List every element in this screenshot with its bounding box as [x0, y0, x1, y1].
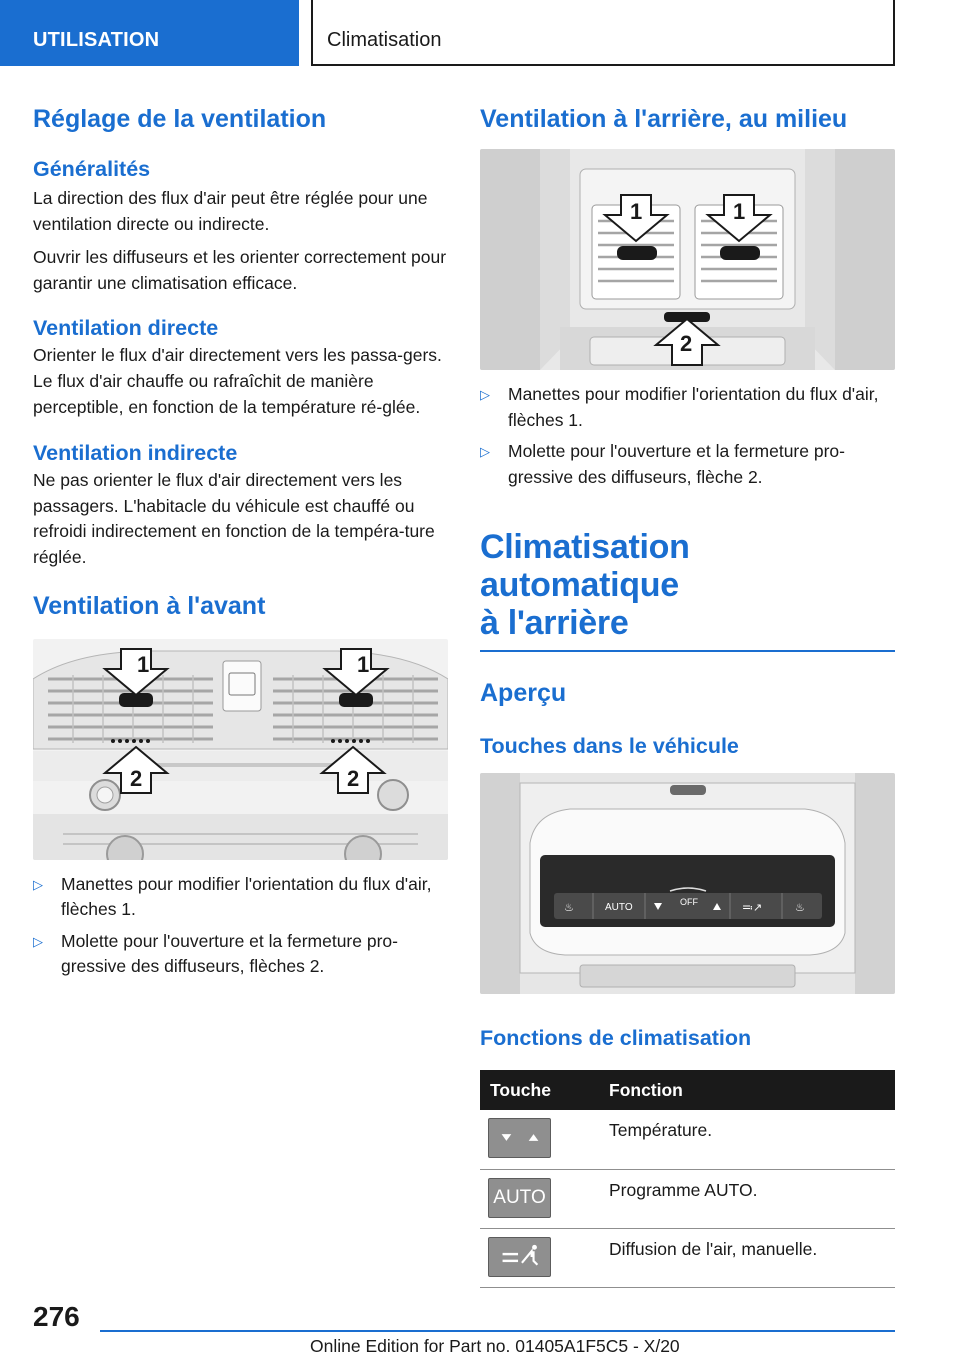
- front-vents-illustration: [33, 639, 448, 860]
- edition-text: Online Edition for Part no. 01405A1F5C5 - X/20: [310, 1336, 680, 1356]
- list-item: ▷ Manettes pour modifier l'orientation du flux d'air, flèches 1.: [480, 384, 879, 430]
- footer-rule: [100, 1330, 895, 1332]
- heading-underline: [480, 650, 895, 652]
- section-title: UTILISATION: [33, 29, 160, 51]
- rear-control-panel-figure: [480, 773, 895, 994]
- heading-reglage: Réglage de la ventilation: [33, 105, 327, 133]
- heading-ventilation-arriere-milieu: Ventilation à l'arrière, au milieu: [480, 105, 848, 133]
- heading-generalites: Généralités: [33, 157, 151, 181]
- section-tab: [0, 0, 299, 66]
- svg-text:♨: ♨: [564, 902, 574, 915]
- list-item: ▷ Molette pour l'ouverture et la fermeture pro-gressive des diffuseurs, flèche 2.: [480, 441, 845, 487]
- table-row: [480, 1169, 895, 1228]
- callout-1-right: 1: [733, 199, 746, 224]
- callout-1-right: 1: [357, 651, 370, 677]
- paragraph-ventilation-directe: Orienter le flux d'air directement vers les passa-gers. Le flux d'air chauffe ou rafraîchit de manière perceptible, en fonction de la température ré-glée.: [33, 345, 442, 417]
- paragraph-generalites-2: Ouvrir les diffuseurs et les orienter correctement pour garantir une climatisation efficace.: [33, 247, 447, 293]
- svg-text:≕↗: ≕↗: [742, 902, 763, 915]
- panel-off-label: OFF: [680, 897, 698, 908]
- front-vents-figure: [33, 639, 448, 860]
- rear-vents-list: [480, 382, 896, 490]
- column-header-fonction: Fonction: [609, 1070, 895, 1110]
- heading-ventilation-indirecte: Ventilation indirecte: [33, 441, 238, 466]
- table-row: [480, 1228, 895, 1287]
- rear-control-panel-illustration: [480, 773, 895, 994]
- front-vents-list: [33, 872, 449, 980]
- list-item: ▷ Manettes pour modifier l'orientation du flux d'air, flèches 1.: [33, 873, 432, 920]
- callout-1-left: 1: [137, 651, 150, 677]
- table-cell-fonction: Programme AUTO.: [609, 1169, 895, 1228]
- column-header-touche: Touche: [480, 1070, 609, 1110]
- triangle-bullet-icon: ▷: [480, 387, 490, 402]
- air-distribution-icon: [488, 1237, 551, 1277]
- functions-table: [480, 1070, 895, 1288]
- left-column: [33, 96, 449, 980]
- paragraph-generalites-1: La direction des flux d'air peut être réglée pour une ventilation directe ou indirecte.: [33, 188, 428, 234]
- callout-1-left: 1: [630, 199, 643, 224]
- heading-ventilation-avant: Ventilation à l'avant: [33, 591, 266, 620]
- heading-apercu: Aperçu: [480, 679, 567, 708]
- chapter-title: Climatisation: [327, 29, 442, 51]
- paragraph-ventilation-indirecte: Ne pas orienter le flux d'air directement vers les passagers. L'habitacle du véhicule est chauffé ou refroidi indirectement en fonction de la tempéra-ture réglée.: [33, 470, 435, 567]
- page-number: 276: [33, 1301, 80, 1332]
- temperature-down-up-icon: [488, 1118, 551, 1158]
- panel-auto-label: AUTO: [605, 902, 633, 914]
- right-column: [480, 96, 896, 1288]
- auto-icon: AUTO: [488, 1178, 551, 1218]
- triangle-bullet-icon: ▷: [33, 876, 43, 892]
- rear-vents-figure: [480, 149, 895, 370]
- triangle-bullet-icon: ▷: [480, 444, 490, 460]
- heading-touches: Touches dans le véhicule: [480, 734, 739, 759]
- chapter-box: [311, 0, 895, 66]
- triangle-bullet-icon: ▷: [33, 933, 43, 949]
- table-cell-fonction: Température.: [609, 1110, 895, 1169]
- list-item: ▷ Molette pour l'ouverture et la fermeture pro-gressive des diffuseurs, flèches 2.: [33, 930, 398, 977]
- table-cell-fonction: Diffusion de l'air, manuelle.: [609, 1228, 895, 1287]
- callout-2-right: 2: [347, 765, 360, 791]
- svg-text:♨: ♨: [795, 902, 805, 915]
- table-header-row: [480, 1070, 895, 1110]
- heading-ventilation-directe: Ventilation directe: [33, 316, 219, 341]
- heading-climatisation-automatique: Climatisation automatique à l'arrière: [480, 528, 690, 643]
- heading-fonctions: Fonctions de climatisation: [480, 1026, 752, 1051]
- table-row: [480, 1110, 895, 1169]
- callout-2-left: 2: [130, 765, 143, 791]
- callout-2: 2: [680, 331, 693, 356]
